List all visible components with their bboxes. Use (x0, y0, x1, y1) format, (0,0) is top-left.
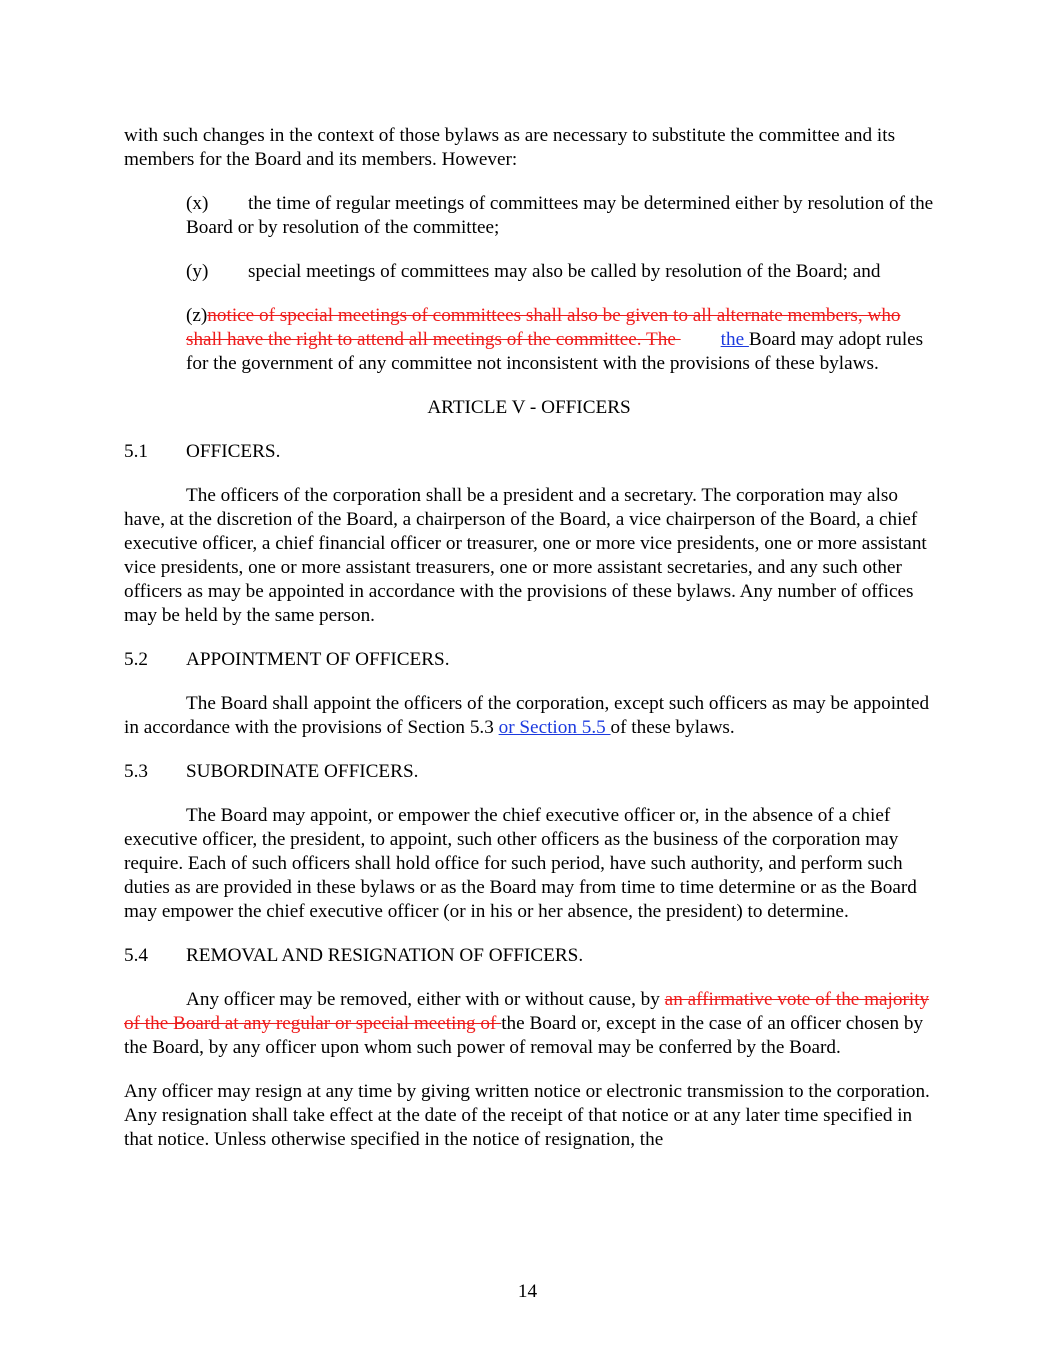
section-5-4-title: REMOVAL AND RESIGNATION OF OFFICERS. (186, 945, 584, 966)
item-x-text: the time of regular meetings of committees may be determined either by resolution of the Board or by resolution of the committee; (186, 193, 934, 238)
section-5-2-number: 5.2 (124, 649, 148, 670)
page-number: 14 (517, 1281, 538, 1302)
item-z (186, 304, 934, 376)
item-x-label: (x) (186, 193, 209, 214)
section-5-2-text-a: The Board shall appoint the officers of the corporation, except such officers as may be appointed in accordance with the provisions of Section 5.3 (124, 693, 930, 738)
section-5-2-text-b: of these bylaws. (610, 717, 735, 738)
section-5-1-heading (124, 440, 934, 464)
section-5-3-title: SUBORDINATE OFFICERS. (186, 761, 419, 782)
intro-paragraph: with such changes in the context of those bylaws as are necessary to substitute the committee and its members for the Board and its members. However: (124, 125, 896, 170)
section-5-1-number: 5.1 (124, 441, 148, 462)
section-5-4-resignation-paragraph: Any officer may resign at any time by giving written notice or electronic transmission to the corporation. Any resignation shall take effect at the date of the receipt of that notice or at any later time specified in that notice. Unless otherwise specified in the notice of resignation, the (124, 1081, 930, 1150)
section-5-3-body: The Board may appoint, or empower the chief executive officer or, in the absence of a chief executive officer, the president, to appoint, such other officers as the business of the corporation may require. Each of such officers shall hold office for such period, have such authority, and perform such duties as are provided in these bylaws or as the Board may from time to time determine or as the Board may empower the chief executive officer (or in his or her absence, the president) to determine. (124, 805, 917, 922)
section-5-2-body (124, 692, 934, 740)
section-5-2-inserted-text: or Section 5.5 (498, 717, 611, 738)
item-y-text: special meetings of committees may also be called by resolution of the Board; and (248, 261, 881, 282)
document-page (124, 124, 934, 1172)
section-5-2-title: APPOINTMENT OF OFFICERS. (186, 649, 450, 670)
item-z-text: Board may adopt rules for the government of any committee not inconsistent with the provisions of these bylaws. (186, 329, 924, 374)
section-5-3-heading (124, 760, 934, 784)
item-x (186, 192, 934, 240)
section-5-4-deleted-text: an affirmative vote of the majority of the Board at any regular or special meeting of (124, 989, 930, 1034)
section-5-2-heading (124, 648, 934, 672)
item-z-inserted-text: the (720, 329, 749, 350)
item-y (186, 260, 934, 284)
section-5-1-title: OFFICERS. (186, 441, 281, 462)
section-5-4-heading (124, 944, 934, 968)
section-5-4-number: 5.4 (124, 945, 148, 966)
article-heading: ARTICLE V - OFFICERS (427, 397, 631, 418)
item-z-label: (z) (186, 305, 208, 326)
item-z-deleted-text: notice of special meetings of committees shall also be given to all alternate members, who shall have the right to attend all meetings of the committee. The (186, 305, 901, 350)
item-y-label: (y) (186, 261, 209, 282)
section-5-3-number: 5.3 (124, 761, 148, 782)
section-5-4-text-b: the Board or, except in the case of an officer chosen by the Board, by any officer upon whom such power of removal may be conferred by the Board. (124, 1013, 924, 1058)
section-5-4-text-a: Any officer may be removed, either with or without cause, by (186, 989, 665, 1010)
section-5-4-body (124, 988, 934, 1060)
section-5-1-body: The officers of the corporation shall be a president and a secretary. The corporation may also have, at the discretion of the Board, a chairperson of the Board, a vice chairperson of the Board, a chief executive officer, a chief financial officer or treasurer, one or more vice presidents, one or more assistant vice presidents, one or more assistant treasurers, one or more assistant secretaries, and any such other officers as may be appointed in accordance with the provisions of these bylaws. Any number of offices may be held by the same person. (124, 485, 927, 626)
